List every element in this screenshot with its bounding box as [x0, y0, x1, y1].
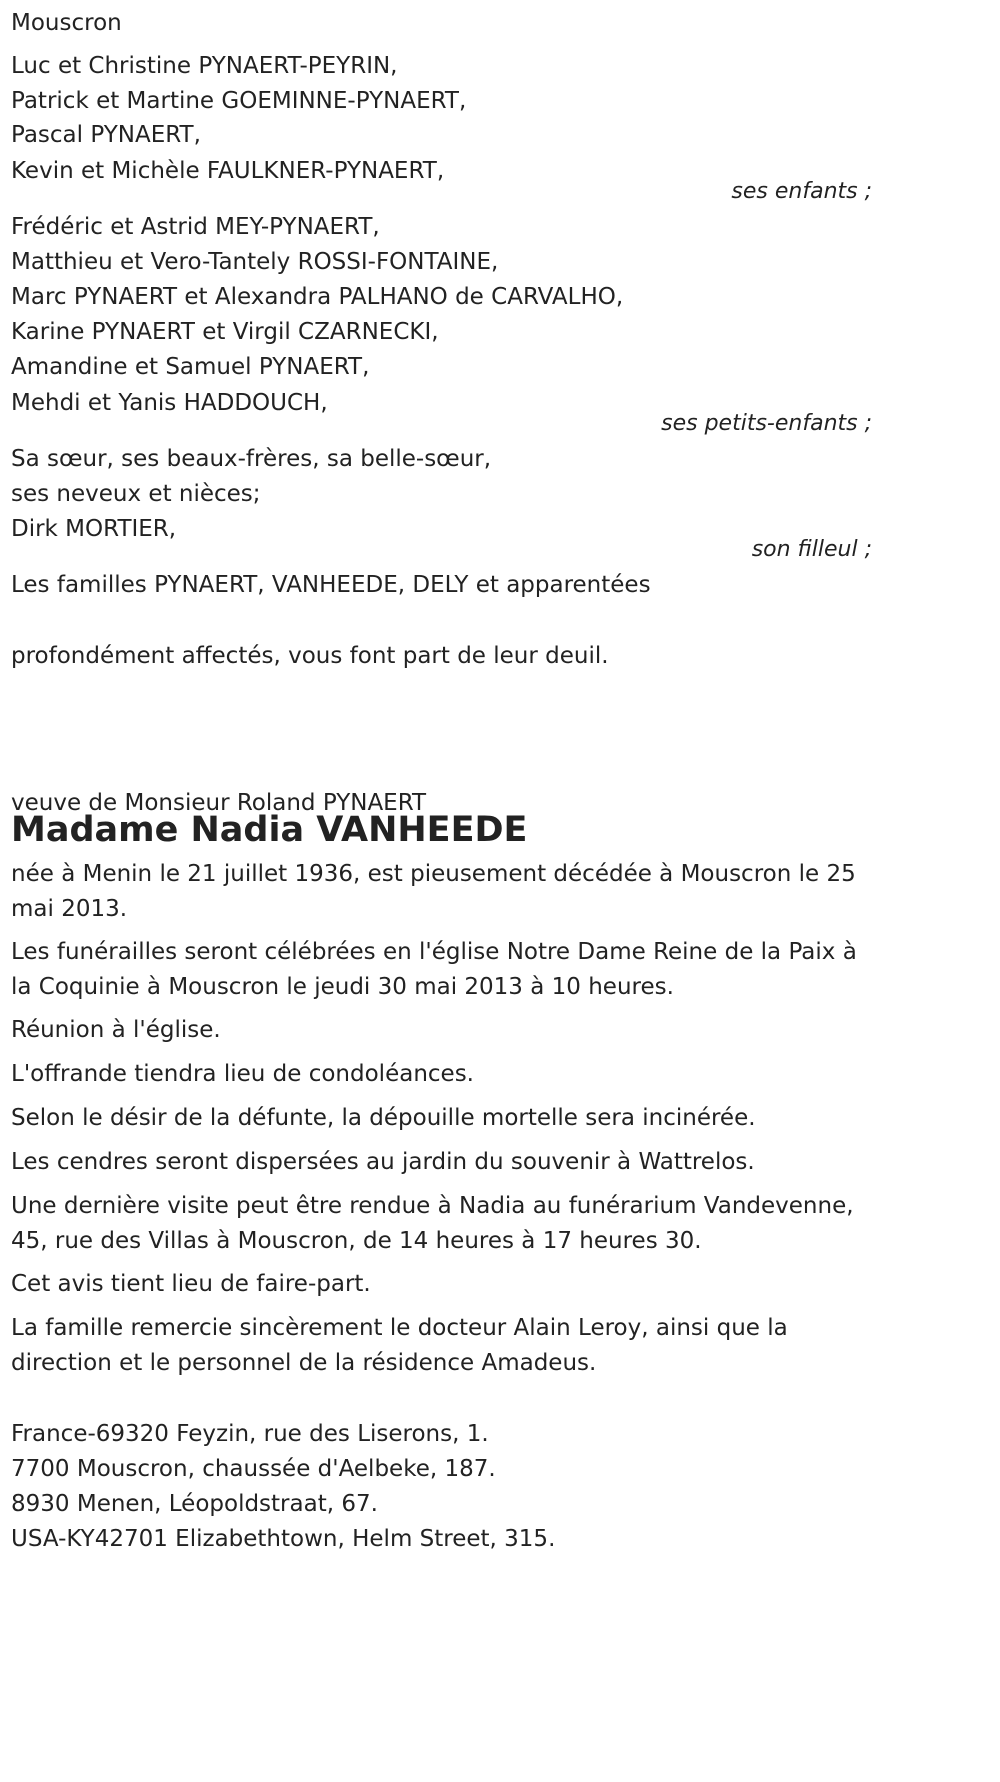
grandchild-line: Karine PYNAERT et Virgil CZARNECKI, — [11, 319, 439, 345]
relative-line: Dirk MORTIER, — [11, 516, 177, 542]
grandchild-line: Amandine et Samuel PYNAERT, — [11, 354, 370, 380]
detail-line: Les cendres seront dispersées au jardin du souvenir à Wattrelos. — [11, 1149, 755, 1175]
address-line: France-69320 Feyzin, rue des Liserons, 1. — [11, 1421, 489, 1447]
grandchild-line: Frédéric et Astrid MEY-PYNAERT, — [11, 214, 380, 240]
detail-line: la Coquinie à Mouscron le jeudi 30 mai 2013 à 10 heures. — [11, 974, 674, 1000]
child-line: Pascal PYNAERT, — [11, 122, 201, 148]
city-label: Mouscron — [11, 10, 122, 36]
detail-line: Une dernière visite peut être rendue à Nadia au funérarium Vandevenne, — [11, 1193, 854, 1219]
detail-line: 45, rue des Villas à Mouscron, de 14 heures à 17 heures 30. — [11, 1228, 702, 1254]
address-line: USA-KY42701 Elizabethtown, Helm Street, 315. — [11, 1526, 556, 1552]
child-line: Luc et Christine PYNAERT-PEYRIN, — [11, 53, 398, 79]
address-line: 8930 Menen, Léopoldstraat, 67. — [11, 1491, 378, 1517]
widow-of-line: veuve de Monsieur Roland PYNAERT — [11, 790, 427, 816]
deceased-name-heading: Madame Nadia VANHEEDE — [11, 810, 528, 850]
grandchildren-role-label: ses petits-enfants ; — [661, 411, 872, 436]
child-line: Kevin et Michèle FAULKNER-PYNAERT, — [11, 158, 445, 184]
grandchild-line: Marc PYNAERT et Alexandra PALHANO de CARVALHO, — [11, 284, 624, 310]
detail-line: Réunion à l'église. — [11, 1017, 221, 1043]
detail-line: Selon le désir de la défunte, la dépouille mortelle sera incinérée. — [11, 1105, 756, 1131]
detail-line: Cet avis tient lieu de faire-part. — [11, 1271, 371, 1297]
detail-line: Les funérailles seront célébrées en l'église Notre Dame Reine de la Paix à — [11, 939, 857, 965]
child-line: Patrick et Martine GOEMINNE-PYNAERT, — [11, 88, 467, 114]
detail-line: née à Menin le 21 juillet 1936, est pieusement décédée à Mouscron le 25 — [11, 861, 856, 887]
detail-line: direction et le personnel de la résidence Amadeus. — [11, 1350, 597, 1376]
grandchild-line: Mehdi et Yanis HADDOUCH, — [11, 390, 328, 416]
detail-line: La famille remercie sincèrement le docteur Alain Leroy, ainsi que la — [11, 1315, 788, 1341]
detail-line: L'offrande tiendra lieu de condoléances. — [11, 1061, 474, 1087]
relative-line: Sa sœur, ses beaux-frères, sa belle-sœur, — [11, 446, 492, 472]
detail-line: mai 2013. — [11, 896, 128, 922]
relative-line: ses neveux et nièces; — [11, 481, 261, 507]
godson-role-label: son filleul ; — [751, 537, 872, 562]
announcement-line: profondément affectés, vous font part de leur deuil. — [11, 643, 609, 669]
children-role-label: ses enfants ; — [731, 179, 872, 204]
address-line: 7700 Mouscron, chaussée d'Aelbeke, 187. — [11, 1456, 496, 1482]
grandchild-line: Matthieu et Vero-Tantely ROSSI-FONTAINE, — [11, 249, 499, 275]
families-line: Les familles PYNAERT, VANHEEDE, DELY et apparentées — [11, 572, 651, 598]
